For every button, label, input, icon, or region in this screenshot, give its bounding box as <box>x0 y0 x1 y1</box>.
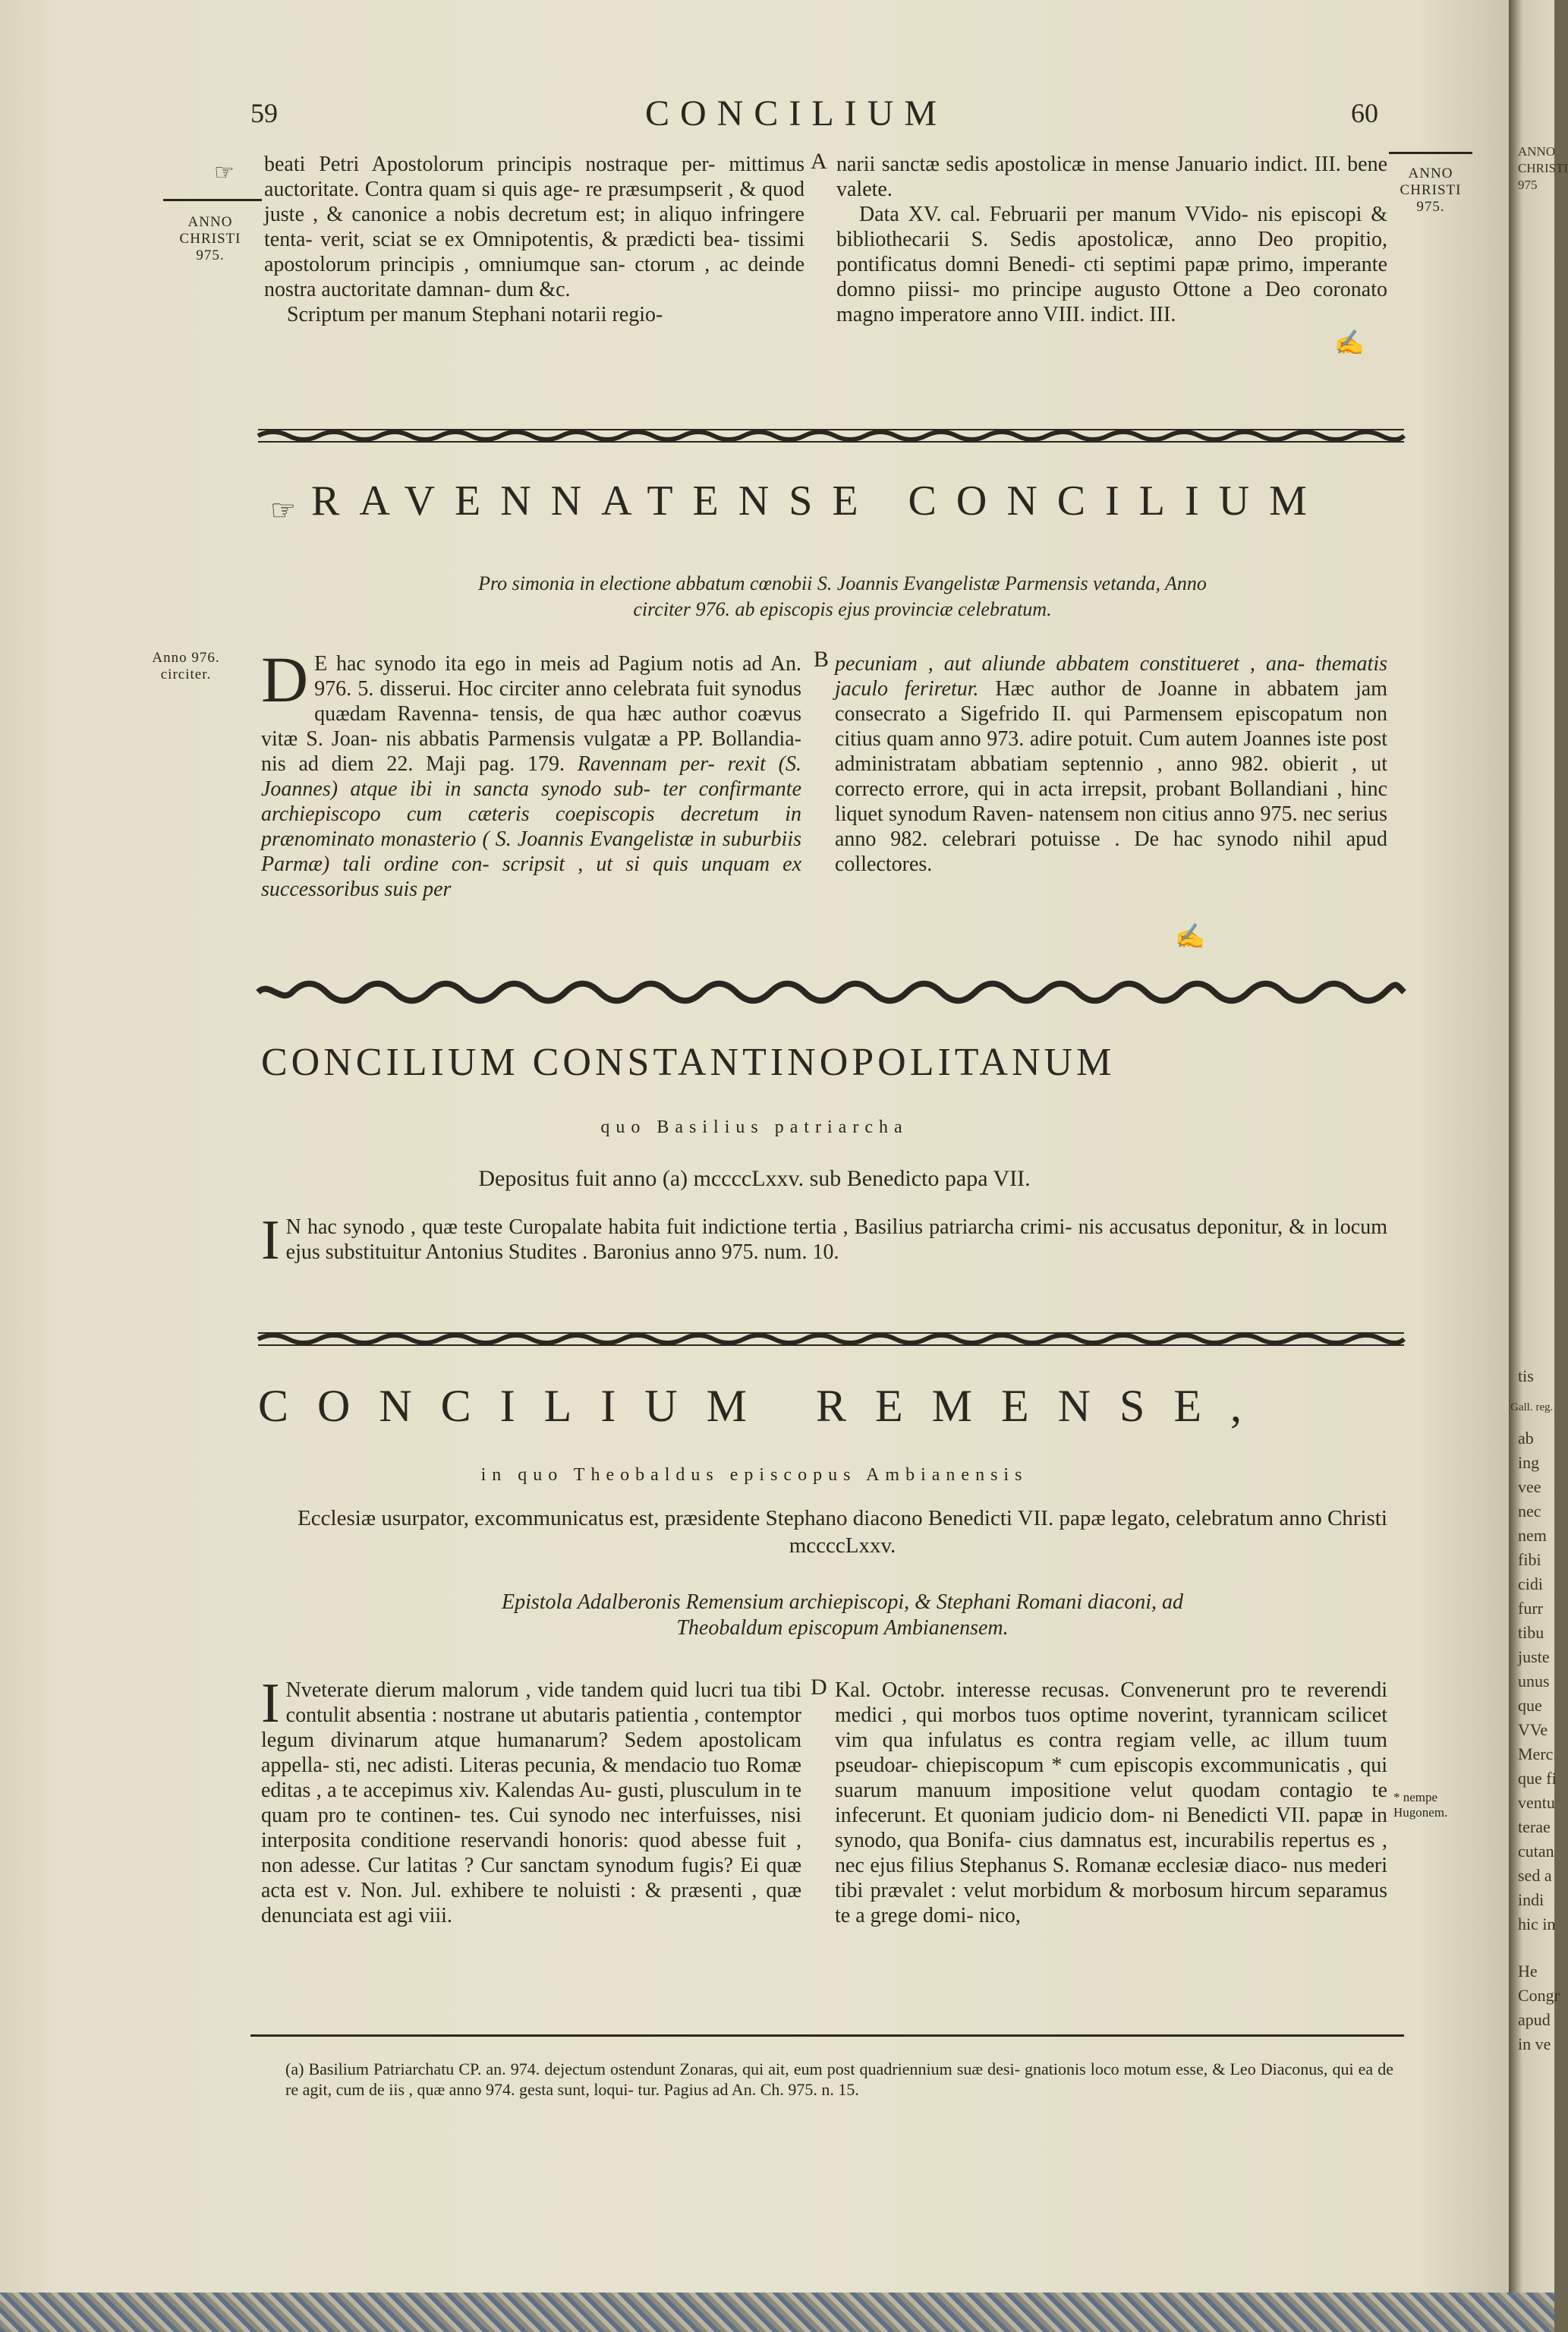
ravennatense-left-italic: Ravennam per- rexit (S. Joannes) atque ibi in sancta synodo sub- ter confirmante archiepiscopo cum cæteris coepiscopis decretum in prænominato monasterio ( S. Joannis Evangelistæ in suburbiis Parmæ) tali ordine con- scripsit , ut si quis unquam ex successoribus suis per <box>261 752 802 901</box>
ravennatense-subtitle-line2: circiter 976. ab episcopis ejus provinciæ celebratum. <box>633 598 1052 620</box>
footnote: (a) Basilium Patriarchatu CP. an. 974. dejectum ostendunt Zonaras, qui ait, eum post quadriennium suæ desi- gnationis loco motum esse, & Leo Diaconus, qui ea de re agit, cum de iis , quæ anno 974. gesta sunt, loqui- tur. Pagius ad An. Ch. 975. n. 15. <box>285 2059 1393 2099</box>
adjacent-fragment: CHRISTI <box>1518 161 1568 175</box>
adjacent-fragment: in ve <box>1518 2034 1551 2053</box>
column-marker-a: A <box>811 149 827 174</box>
manicule-icon: ✍ <box>1175 922 1205 950</box>
ravennatense-right-text: Hæc author de Joanne in abbatem jam consecrato a Sigefrido II. qui Parmensem episcopatum non citius quam anno 973. adire potuit. Cum autem Joannes iste post administratam abbatiam septennio , anno 982. obierit , ut correcto errore, qui in acta irrepsit, probant Bollandiani , hinc liquet synodum Raven- natensem non citius anno 975. nec serius anno 982. celebrari potuisse . De hac synodo nihil apud collectores. <box>835 677 1387 876</box>
adjacent-fragment: nem <box>1518 1526 1547 1545</box>
adjacent-fragment: apud <box>1518 2010 1551 2029</box>
adjacent-fragment: vee <box>1518 1477 1541 1496</box>
adjacent-fragment: unus <box>1518 1672 1550 1691</box>
adjacent-fragment: VVe <box>1518 1720 1548 1739</box>
margin-nempe-hugonem: * nempe Hugonem. <box>1393 1790 1448 1820</box>
left-page-number: 59 <box>250 98 278 128</box>
top-left-text: beati Petri Apostolorum principis nostraque per- mittimus auctoritate. Contra quam si quis age- re præsumpserit , & quod juste , & canonice a nobis decretum est; in aliquo infringere tenta- verit, sciat se ex Omnipotentis, & prædicti bea- tissimi apostolorum principis , omniumque san- ctorum , ac deinde nostra auctoritate damnan- dum &c. <box>264 153 804 301</box>
running-head: CONCILIUM <box>645 93 947 134</box>
remense-left-text: Nveterate dierum malorum , vide tandem quid lucri tua tibi contulit absentia : nostrane ut abutaris patientia , contemptor legum divinarum atque humanarum? Sedem apostolicam appella- sti, nec adisti. Literas pecunia, & mendacio tuo Romæ editas , a te accepimus xiv. Kalendas Au- gusti, plusculum in te quam pro te continen- tes. Cui synodo nec interfuisses, nisi interposita conditione reservandi honoris: quod abesse fuit , non adesse. Cur latitas ? Cur sanctam synodum fugis? Ei quæ acta est v. Non. Jul. exhibere te noluisti : & præsenti , quæ denunciata est agi viii. <box>261 1678 801 1927</box>
pointing-hand-icon: ☞ <box>214 160 235 185</box>
margin-anno-christi-right: ANNO CHRISTI 975. <box>1400 165 1462 215</box>
remense-left-column <box>261 1672 801 1928</box>
adjacent-fragment: cidi <box>1518 1574 1543 1593</box>
remense-sub2: Ecclesiæ usurpator, excommunicatus est, præsidente Stephano diacono Benedicti VII. papæ legato, celebratum anno Christi mccccLxxv. <box>298 1506 1387 1558</box>
remense-epistola-line1: Epistola Adalberonis Remensium archiepiscopi, & Stephani Romani diaconi, ad <box>502 1590 1183 1614</box>
ravennatense-subtitle-line1: Pro simonia in electione abbatum cœnobii S. Joannis Evangelistæ Parmensis vetanda, Anno <box>478 572 1207 594</box>
constantinopolitanum-text: N hac synodo , quæ teste Curopalate habita fuit indictione tertia , Basilius patriarcha crimi- nis accusatus deponitur, & in locum ejus substituitur Antonius Studites . Baronius anno 975. num. 10. <box>285 1215 1387 1264</box>
adjacent-fragment: juste <box>1518 1647 1550 1666</box>
remense-epistola-line2: Theobaldum episcopum Ambianensem. <box>676 1616 1009 1640</box>
ravennatense-right-column <box>835 651 1387 877</box>
dropcap-i: I <box>261 1209 280 1272</box>
adjacent-fragment: 975 <box>1518 178 1538 192</box>
ravennatense-right-italic: pecuniam , aut aliunde abbatem constitueret , ana- thematis jaculo feriretur. <box>835 652 1387 701</box>
adjacent-fragment: furr <box>1518 1599 1543 1618</box>
adjacent-fragment: Gall. reg. <box>1510 1401 1554 1413</box>
remense-epistola <box>288 1590 1396 1641</box>
adjacent-fragment: fibi <box>1518 1550 1541 1569</box>
ravennatense-left-column <box>261 643 802 902</box>
footnote-rule <box>250 2034 1404 2037</box>
adjacent-fragment: cutan <box>1518 1842 1554 1861</box>
adjacent-fragment: ventu <box>1518 1793 1555 1812</box>
constantinopolitanum-text-block <box>261 1209 1387 1272</box>
dropcap-d: D <box>261 643 309 716</box>
ornament-rule <box>258 427 1404 445</box>
remense-sub1: in quo Theobaldus episcopus Ambianensis <box>480 1465 1028 1485</box>
ravennatense-left-text: E hac synodo ita ego in meis ad Pagium notis ad An. 976. 5. disserui. Hoc circiter anno celebrata fuit synodus quædam Ravenna- tensis, de qua hæc author coævus vitæ S. Joan- nis abbatis Parmensis vulgatæ a PP. Bollandia- nis ad diem 22. Maji pag. 179. <box>261 652 801 776</box>
constantinopolitanum-sub2: Depositus fuit anno (a) mccccLxxv. sub Benedicto papa VII. <box>478 1166 1031 1191</box>
ravennatense-title: RAVENNATENSE CONCILIUM <box>311 477 1327 525</box>
column-marker-b: B <box>814 647 830 672</box>
margin-anno-christi-left: ANNO CHRISTI 975. <box>179 214 241 263</box>
constantinopolitanum-title: CONCILIUM CONSTANTINOPOLITANUM <box>261 1041 1116 1084</box>
ornament-rule <box>258 981 1404 1004</box>
remense-right-column <box>835 1678 1387 1928</box>
column-marker-d: D <box>811 1675 827 1700</box>
adjacent-fragment: que <box>1518 1696 1542 1715</box>
adjacent-fragment: nec <box>1518 1502 1541 1521</box>
constantinopolitanum-sub1: quo Basilius patriarcha <box>600 1117 908 1137</box>
adjacent-fragment: Congr <box>1518 1986 1560 2005</box>
ornament-rule <box>258 1330 1404 1348</box>
remense-right-text: Kal. Octobr. interesse recusas. Convenerunt pro te reverendi medici , qui morbos tuos optime noverint, tyrannicam scilicet vim qua infulatus es contra regiam velle, ac illum tuum pseudoar- chiepiscopum * cum episcopis excommunicatis , qui suarum manuum impositione velut quodam contagio te infecerunt. Et quoniam judicio dom- ni Benedicti VII. papæ in synodo, qua Bonifa- cius damnatus est, incurabilis repertus es , nec ejus filius Stephanus S. Romanæ ecclesiæ diaco- nus mederi tibi prævalet : velut morbidum & morbosum hircum separamus te a grege domi- nico, <box>835 1678 1387 1927</box>
adjacent-fragment: indi <box>1518 1890 1544 1909</box>
top-right-text-2: Data XV. cal. Februarii per manum VVido- nis episcopi & bibliothecarii S. Sedis apostolicæ, anno Deo propitio, pontificatus domni Benedi- cti septimi papæ primo, imperante domno piissi- mo principe augusto Ottone a Deo coronato magno imperatore anno VIII. indict. III. <box>836 203 1387 326</box>
adjacent-fragment: He <box>1518 1962 1538 1981</box>
dropcap-i-remense: I <box>261 1672 280 1735</box>
margin-anno-976: Anno 976. circiter. <box>152 650 220 682</box>
top-left-last-line: Scriptum per manum Stephani notarii regio- <box>287 303 663 326</box>
top-left-column <box>264 152 804 327</box>
adjacent-fragment: ANNO <box>1518 144 1556 159</box>
adjacent-fragment: tis <box>1518 1366 1534 1385</box>
background-surface <box>0 2293 1554 2332</box>
right-page-number: 60 <box>1351 98 1378 128</box>
adjacent-fragment: ing <box>1518 1453 1540 1472</box>
top-right-column <box>836 152 1387 327</box>
adjacent-fragment: Merc <box>1518 1744 1554 1763</box>
ravennatense-subtitle <box>288 571 1396 622</box>
remense-title: CONCILIUM REMENSE, <box>258 1381 1271 1431</box>
adjacent-fragment: sed a <box>1518 1866 1552 1885</box>
adjacent-fragment: tibu <box>1518 1623 1544 1642</box>
pointing-hand-icon: ☞ <box>270 495 297 527</box>
manicule-icon: ✍ <box>1334 329 1365 356</box>
adjacent-fragment: ab <box>1518 1429 1534 1448</box>
adjacent-page-edge <box>1509 0 1568 2293</box>
adjacent-fragment: hic in <box>1518 1914 1556 1933</box>
adjacent-fragment: terae <box>1518 1817 1551 1836</box>
adjacent-fragment: que fi <box>1518 1769 1557 1788</box>
margin-dash <box>163 199 262 201</box>
top-right-text-1: narii sanctæ sedis apostolicæ in mense Januario indict. III. bene valete. <box>836 153 1387 201</box>
margin-dash-right <box>1389 152 1472 154</box>
